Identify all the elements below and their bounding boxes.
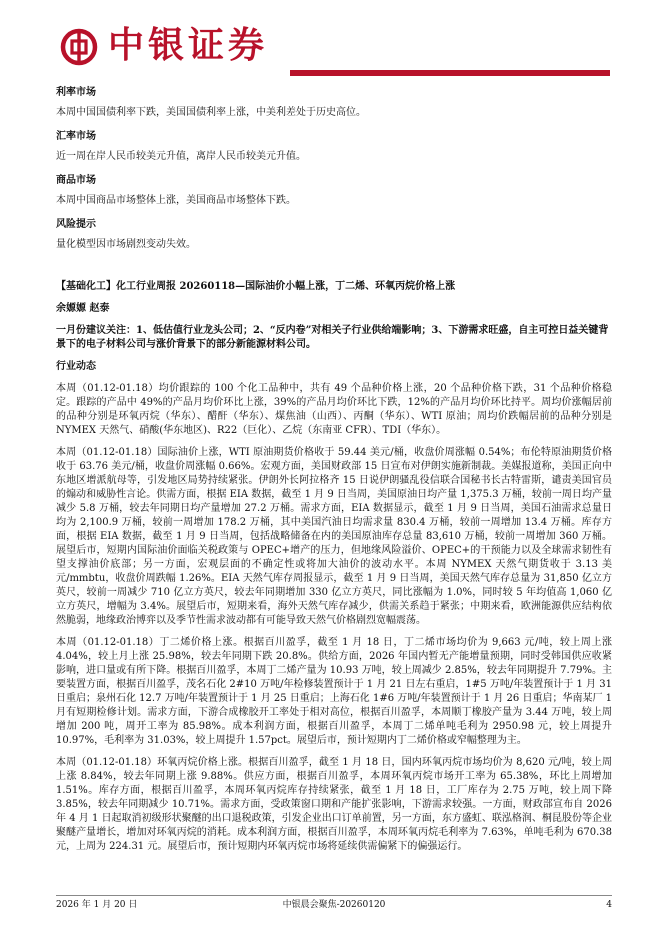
- footer-doc-title: 中银晨会聚焦-20260120: [282, 900, 386, 910]
- header-red-bar: [290, 70, 610, 76]
- page-header: [0, 0, 662, 78]
- section-risk: [56, 218, 612, 252]
- section-fx: [56, 130, 612, 164]
- report-paragraph: 本周（01.12-01.18）环氧丙烷价格上涨。根据百川盈孚，截至 1 月 18 日，国内环氧丙烷市场均价为 8,620 元/吨，较上周上涨 8.84%，较去年同期上涨 9.88%。供应方面，根据百川盈孚，本周环氧丙烷市场开工率为 65.38%，环比上周增加 1.51%。库存方面，根据百川盈孚，本周环氧丙烷库存持续紧张，截至 1 月 18 日，工厂库存为 2.75 万吨，较上周下降 3.85%，较去年同期减少 10.71%。需求方面，受政策窗口期和产能扩张影响，下游需求较强。一方面，财政部宣布自 2026 年 4 月 1 日起取消初级形状聚醚的出口退税政策，引发企业出口订单前置，另一方面，东方盛虹、联泓格润、桐昆股份等企业聚醚产量增长，增加对环氧丙烷的消耗。成本利润方面，根据百川盈孚，本周环氧丙烷毛利率为 7.63%，单吨毛利为 670.38 元，上周为 224.31 元。展望后市，预计短期内环氧丙烷市场将延续供需偏紧下的偏强运行。: [56, 757, 612, 852]
- section-heading: 汇率市场: [56, 131, 96, 142]
- section-paragraph: 量化模型因市场剧烈变动失效。: [56, 239, 196, 250]
- section-heading: 利率市场: [56, 87, 96, 98]
- report-paragraph: 本周（01.12-01.18）丁二烯价格上涨。根据百川盈孚，截至 1 月 18 日，丁二烯市场均价为 9,663 元/吨，较上周上涨 4.04%，较上月上涨 25.98%，较去年同期下跌 20.8%。供给方面，2026 年国内暂无产能增量预期，同时受韩国供应收紧影响，进口量或有所下降。根据百川盈孚，本周丁二烯产量为 10.93 万吨，较上周减少 2.85%，较去年同期提升 7.79%。主要装置方面，根据百川盈孚，茂名石化 2#10 万吨/年检修装置预计于 1 月 21 日左右重启，1#5 万吨/年装置预计于 1 月 31 日重启；泉州石化 12.7 万吨/年装置预计于 1 月 25 日重启；上海石化 1#6 万吨/年装置预计于 1 月 26 日重启；华南某厂 1 月有短期检修计划。需求方面，下游合成橡胶开工率处于相对高位，根据百川盈孚，本周顺丁橡胶产量为 3.44 万吨，较上周增加 200 吨，周开工率为 85.98%。成本利润方面，根据百川盈孚，本周丁二烯单吨毛利为 2950.98 元，较上周提升 10.97%，毛利率为 31.03%，较上周提升 1.57pct。展望后市，预计短期内丁二烯价格或窄幅整理为主。: [56, 637, 612, 746]
- section-commodities: [56, 174, 612, 208]
- boc-logo-icon: [60, 28, 98, 66]
- page-content: [56, 86, 612, 854]
- footer-divider: [56, 895, 612, 896]
- report-authors: 余嫄嫄 赵泰: [56, 303, 110, 314]
- section-paragraph: 本周中国商品市场整体上涨，美国商品市场整体下跌。: [56, 195, 296, 206]
- section-paragraph: 本周中国国债利率下跌，美国国债利率上涨，中美利差处于历史高位。: [56, 107, 366, 118]
- footer-date: 2026 年 1 月 20 日: [56, 900, 138, 910]
- section-rates: [56, 86, 612, 120]
- page-footer: [56, 899, 612, 911]
- section-heading: 商品市场: [56, 175, 96, 186]
- section-paragraph: 近一周在岸人民币较美元升值，离岸人民币较美元升值。: [56, 151, 306, 162]
- industry-dynamics-heading: 行业动态: [56, 361, 96, 372]
- report-chemicals: [56, 280, 612, 854]
- brand-name: 中银证券: [108, 25, 269, 66]
- report-suggestion: 一月份建议关注：1、低估值行业龙头公司；2、“反内卷”对相关子行业供给端影响；3、下游需求旺盛，自主可控日益关键背景下的电子材料公司与涨价背景下的部分新能源材料公司。: [56, 325, 609, 350]
- report-title: 【基础化工】化工行业周报 20260118—国际油价小幅上涨，丁二烯、环氧丙烷价格上涨: [56, 281, 456, 292]
- page-number: 4: [606, 900, 612, 910]
- report-paragraph: 本周（01.12-01.18）国际油价上涨，WTI 原油期货价格收于 59.44 美元/桶，收盘价周涨幅 0.54%；布伦特原油期货价格收于 63.76 美元/桶，收盘价周涨幅 0.66%。宏观方面，美国财政部 15 日宣布对伊朗实施新制裁。美媒报道称，美国正向中东地区增派航母等，引发地区局势持续紧张。伊朗外长阿拉格齐 15 日说伊朗骚乱役信联合国秘书长古特雷斯，谴责美国官员的煽动和威胁性言论。供需方面，根据 EIA 数据，截至 1 月 9 日当周，美国原油日均产量 1,375.3 万桶，较前一周日均产量减少 5.8 万桶，较去年同期日均产量增加 27.2 万桶。需求方面，EIA 数据显示，截至 1 月 9 日当周，美国石油需求总量日均为 2,100.9 万桶，较前一周增加 178.2 万桶，其中美国汽油日均需求量 830.4 万桶，较前一周增加 13.4 万桶。库存方面，根据 EIA 数据，截至 1 月 9 日当周，包括战略储备在内的美国原油库存总量 83,610 万桶，较前一周增加 360 万桶。展望后市，短期内国际油价面临关税政策与 OPEC+增产的压力，但地缘风险溢价、OPEC+的干预能力以及全球需求韧性有望支撑油价底部；另一方面，宏观层面的不确定性或将加大油价的波动水平。本周 NYMEX 天然气期货收于 3.13 美元/mmbtu，收盘价周跌幅 1.26%。EIA 天然气库存周报显示，截至 1 月 9 日当周，美国天然气库存总量为 31,850 亿立方英尺，较前一周减少 710 亿立方英尺，较去年同期增加 330 亿立方英尺，同比涨幅为 1.0%，同时较 5 年均值高 1,060 亿立方英尺，增幅为 3.4%。展望后市，短期来看，海外天然气库存减少，供需关系趋于紧张；中期来看，欧洲能源供应结构依然脆弱，地缘政治博弈以及季节性需求波动都有可能导致天然气价格剧烈宽幅震荡。: [56, 447, 612, 626]
- report-paragraph: 本周（01.12-01.18）均价跟踪的 100 个化工品种中，共有 49 个品种价格上涨，20 个品种价格下跌，31 个品种价格稳定。跟踪的产品中 49%的产品月均价环比上涨，39%的产品月均价环比下跌，12%的产品月均价环比持平。周均价涨幅居前的品种分别是环氧丙烷（华东）、醋酐（华东）、煤焦油（山西）、丙酮（华东）、WTI 原油；周均价跌幅居前的品种分别是 NYMEX 天然气、硝酸(华东地区)、R22（巨化）、乙烷（东南亚 CFR）、TDI（华东）。: [56, 383, 612, 436]
- section-heading: 风险提示: [56, 219, 96, 230]
